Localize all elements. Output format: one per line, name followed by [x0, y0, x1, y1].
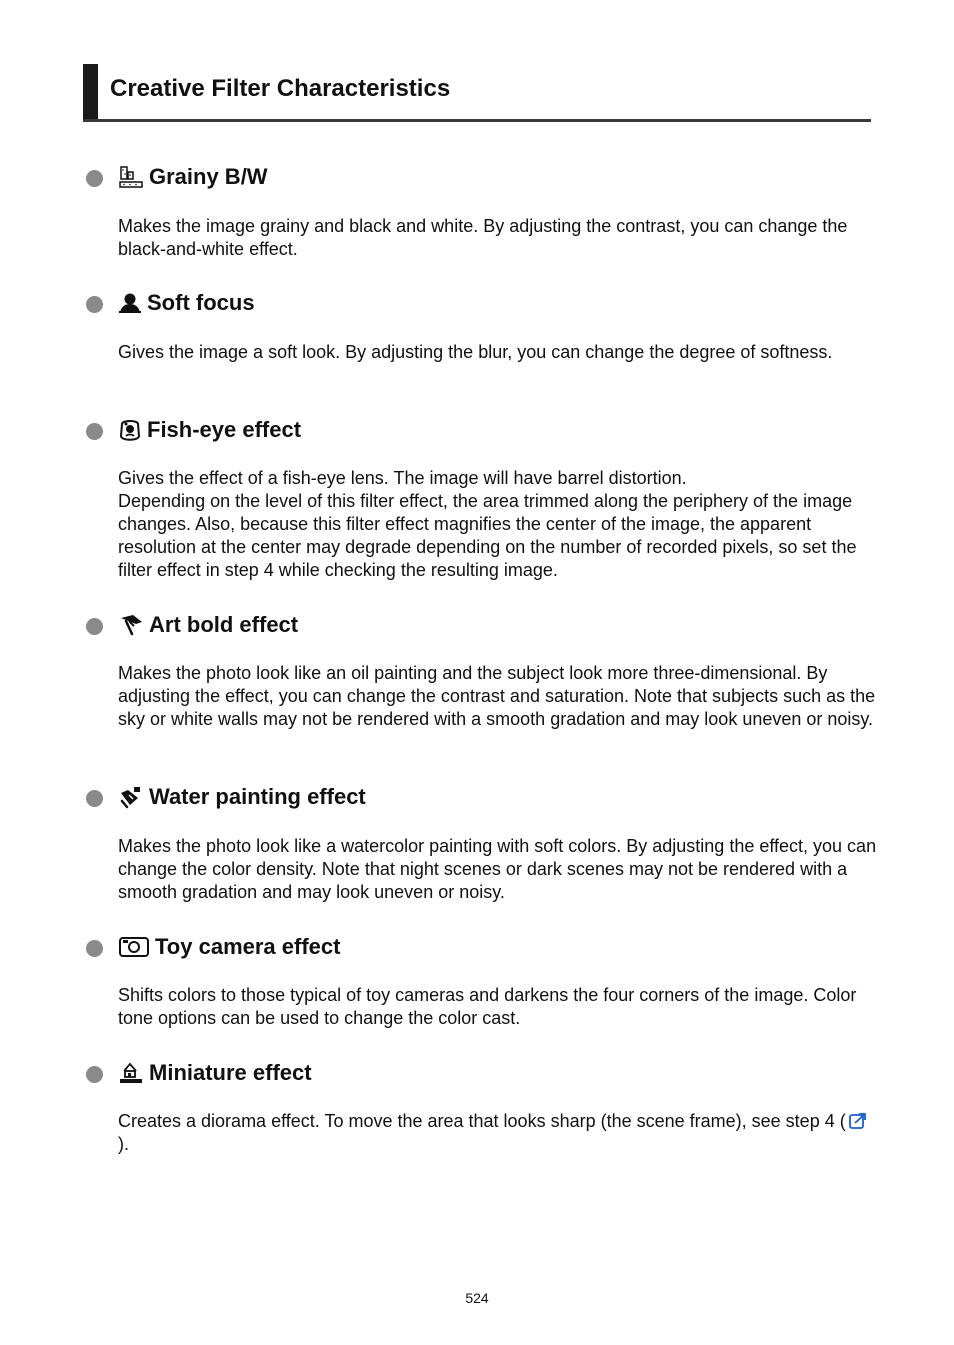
- description-paragraph: Makes the image grainy and black and white. By adjusting the contrast, you can change the black-and-white effect.: [118, 216, 848, 259]
- title-accent-block: [83, 64, 98, 119]
- fish-eye-icon: [118, 418, 142, 442]
- description-paragraph: Gives the effect of a fish-eye lens. The image will have barrel distortion.: [118, 468, 687, 488]
- filter-heading-label: Water painting effect: [149, 784, 366, 809]
- description-paragraph: Shifts colors to those typical of toy cameras and darkens the four corners of the image. Color tone options can be used to change the color cast.: [118, 985, 857, 1028]
- page-number: 524: [465, 1290, 489, 1306]
- soft-focus-icon: [118, 291, 142, 315]
- bullet-icon: [86, 170, 103, 187]
- bullet-icon: [86, 940, 103, 957]
- filter-heading-toy-camera: [118, 934, 340, 960]
- miniature-description-text: Creates a diorama effect. To move the area that looks sharp (the scene frame), see step 4 (: [118, 1111, 846, 1131]
- filter-heading-soft-focus: [118, 290, 255, 316]
- filter-description: [118, 662, 878, 731]
- filter-description: [118, 341, 878, 364]
- page-link-icon[interactable]: [848, 1111, 868, 1131]
- art-bold-icon: [118, 613, 144, 637]
- filter-heading-fish-eye: [118, 417, 301, 443]
- filter-description: [118, 1110, 878, 1156]
- filter-heading-label: Fish-eye effect: [147, 417, 302, 442]
- filter-heading-label: Miniature effect: [149, 1060, 312, 1085]
- filter-heading-miniature: [118, 1060, 312, 1086]
- filter-heading-water-painting: [118, 784, 366, 810]
- grainy-bw-icon: [118, 165, 144, 189]
- filter-heading-label: Art bold effect: [149, 612, 299, 637]
- filter-heading-grainy-bw: [118, 164, 268, 190]
- filter-heading-label: Soft focus: [147, 290, 255, 315]
- filter-description: [118, 984, 878, 1030]
- toy-camera-icon: [118, 935, 150, 959]
- bullet-icon: [86, 1066, 103, 1083]
- filter-description: [118, 467, 878, 582]
- description-paragraph: Depending on the level of this filter effect, the area trimmed along the periphery of the image changes. Also, because this filter effect magnifies the center of the image, the apparent resolution at the center may degrade depending on the number of recorded pixels, so set the filter effect in step 4 while checking the resulting image.: [118, 491, 857, 580]
- description-paragraph: Gives the image a soft look. By adjusting the blur, you can change the degree of softness.: [118, 342, 833, 362]
- filter-heading-art-bold: [118, 612, 298, 638]
- bullet-icon: [86, 790, 103, 807]
- miniature-icon: [118, 1061, 144, 1085]
- filter-heading-label: Grainy B/W: [149, 164, 268, 189]
- page-title: Creative Filter Characteristics: [110, 75, 451, 102]
- description-paragraph: Makes the photo look like a watercolor painting with soft colors. By adjusting the effect, you can change the color density. Note that night scenes or dark scenes may not be rendered with a smooth gradation and may look uneven or noisy.: [118, 836, 877, 902]
- section-title-bar: [83, 64, 871, 122]
- miniature-description-text-end: ).: [118, 1134, 129, 1154]
- description-paragraph: [118, 1110, 878, 1156]
- filter-heading-label: Toy camera effect: [155, 934, 341, 959]
- bullet-icon: [86, 618, 103, 635]
- filter-description: [118, 215, 878, 261]
- water-painting-icon: [118, 785, 144, 809]
- bullet-icon: [86, 423, 103, 440]
- description-paragraph: Makes the photo look like an oil painting and the subject look more three-dimensional. By adjusting the effect, you can change the contrast and saturation. Note that subjects such as the sky or white walls may not be rendered with a smooth gradation and may look uneven or noisy.: [118, 663, 876, 729]
- filter-description: [118, 835, 878, 904]
- bullet-icon: [86, 296, 103, 313]
